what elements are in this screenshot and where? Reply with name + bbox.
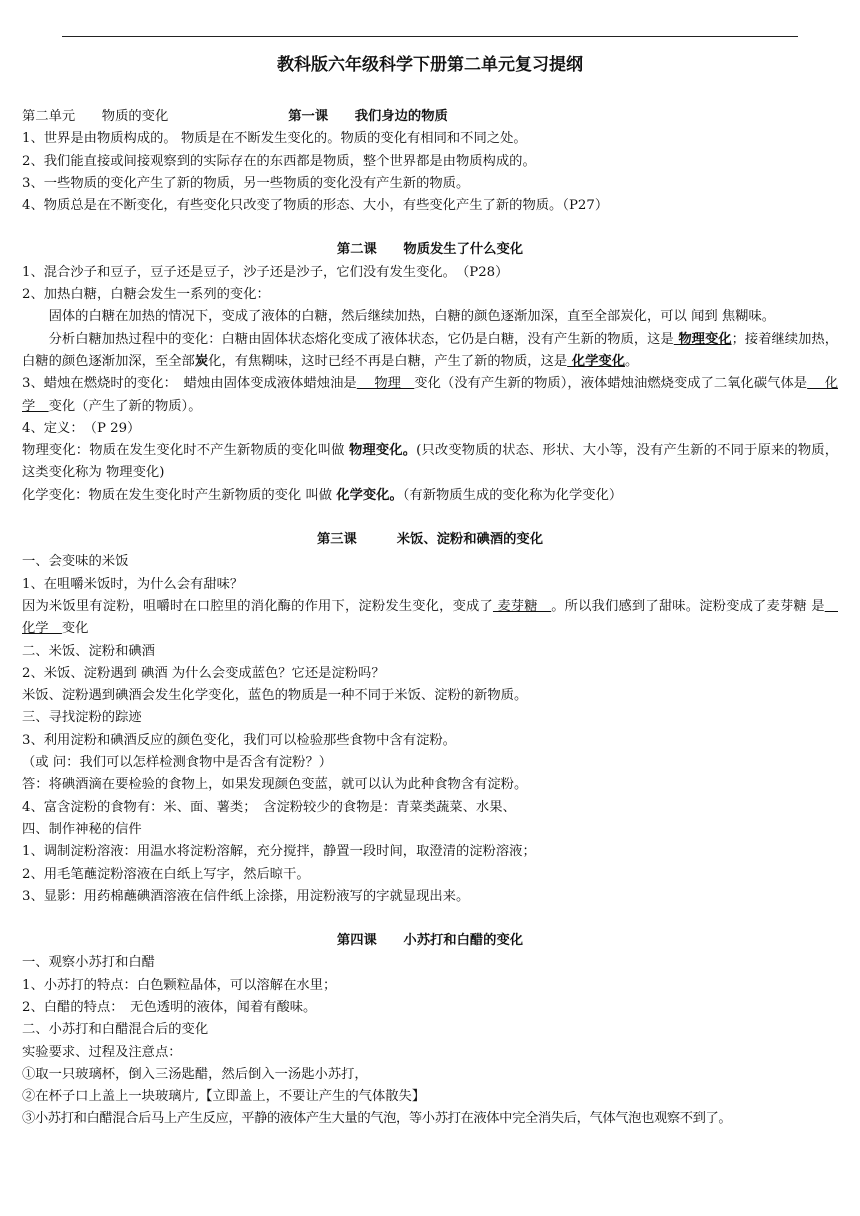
- document-body: [22, 106, 838, 1131]
- lesson4-heading: 第四课 小苏打和白醋的变化: [336, 933, 524, 949]
- lesson4-item-2: 2、白醋的特点： 无色透明的液体，闻着有酸味。: [22, 999, 317, 1015]
- maltose-answer: 麦芽糖: [492, 598, 552, 614]
- physical-change-answer: 物理变化: [673, 331, 732, 347]
- lesson3-section-1: 一、会变味的米饭: [22, 554, 129, 570]
- candle-chemical-answer: 化学: [22, 376, 838, 414]
- l3-text-e: 变化（产生了新的物质）。: [48, 398, 202, 414]
- lesson3-method-3: 3、显影：用药棉蘸碘酒溶液在信件纸上涂搽，用淀粉液写的字就显现出来。: [22, 888, 470, 904]
- d2-term: 化学变化。: [336, 487, 403, 503]
- p2-text-e: 化，有焦糊味，这时已经不再是白糖，产生了新的物质，这是: [208, 353, 568, 369]
- lesson3-method-1: 1、调制淀粉溶液：用温水将淀粉溶解，充分搅拌，静置一段时间，取澄清的淀粉溶液；: [22, 844, 536, 860]
- lesson3-method-2: 2、用毛笔蘸淀粉溶液在白纸上写字，然后晾干。: [22, 866, 310, 882]
- chemical-answer: 化学: [22, 598, 838, 637]
- d1-term: 物理变化。: [348, 443, 417, 459]
- p2-text-d: 炭: [194, 353, 209, 369]
- lesson4-step-1: ①取一只玻璃杯，倒入三汤匙醋，然后倒入一汤匙小苏打，: [22, 1066, 368, 1082]
- lesson1-heading: 第一课 我们身边的物质: [288, 109, 448, 124]
- lesson3-item-3: 3、利用淀粉和碘酒反应的颜色变化，我们可以检验那些食物中含有淀粉。: [22, 732, 456, 748]
- lesson4-section-2: 二、小苏打和白醋混合后的变化: [22, 1022, 209, 1038]
- lesson3-section-4: 四、制作神秘的信件: [22, 821, 142, 837]
- lesson1-item-1: 1、世界是由物质构成的。 物质是在不断发生变化的。物质的变化有相同和不同之处。: [22, 131, 527, 147]
- lesson2-item-3: [22, 373, 838, 418]
- d2-text-c: （有新物质生成的变化称为化学变化）: [402, 487, 623, 503]
- candle-physical-answer: 物理: [356, 376, 415, 392]
- l3-text-c: 变化（没有产生新的物质），液体蜡烛油燃烧变成了二氧化碳气体是: [414, 376, 808, 392]
- a1-text-a: 因为米饭里有淀粉，咀嚼时在口腔里的消化酶的作用下，淀粉发生变化，变成了: [22, 598, 493, 614]
- p2-text-a: 分析白糖加热过程中的变化：白糖由固体状态熔化变成了液体状态，它仍是白糖，没有产生新的物质，这是: [48, 331, 674, 347]
- lesson1-item-2: 2、我们能直接或间接观察到的实际存在的东西都是物质，整个世界都是由物质构成的。: [22, 153, 536, 169]
- a1-text-e: 变化: [61, 621, 89, 637]
- lesson2-paragraph-1: 固体的白糖在加热的情况下，变成了液体的白糖，然后继续加热，白糖的颜色逐渐加深，直至全部炭化，可以 闻到 焦糊味。: [48, 309, 776, 325]
- lesson3-section-3: 三、寻找淀粉的踪迹: [22, 710, 142, 726]
- lesson2-item-2: 2、加热白糖，白糖会发生一系列的变化：: [22, 287, 270, 303]
- l3-text-a: 3、蜡烛在燃烧时的变化： 蜡烛由固体变成液体蜡烛油是: [22, 376, 357, 392]
- lesson4-item-1: 1、小苏打的特点：白色颗粒晶体，可以溶解在水里；: [22, 977, 337, 993]
- chemical-change-definition: [22, 485, 838, 507]
- top-rule: [62, 36, 798, 37]
- lesson3-item-3-answer: 答：将碘酒滴在要检验的食物上，如果发现颜色变蓝，就可以认为此种食物含有淀粉。: [22, 777, 528, 793]
- d1-text-a: 物理变化：物质在发生变化时不产生新物质的变化叫做: [22, 443, 349, 459]
- unit-label: 第二单元 物质的变化: [22, 109, 169, 124]
- lesson2-heading: 第二课 物质发生了什么变化: [336, 242, 524, 258]
- lesson4-section-1: 一、观察小苏打和白醋: [22, 955, 155, 971]
- lesson2-item-4: 4、定义： （P 29）: [22, 420, 141, 436]
- lesson2-item-1: 1、混合沙子和豆子，豆子还是豆子，沙子还是沙子，它们没有发生变化。 （P28）: [22, 264, 509, 280]
- lesson1-item-3: 3、一些物质的变化产生了新的物质，另一些物质的变化没有产生新的物质。: [22, 175, 470, 191]
- d1-text-c: (只改变物质的状态、形状、大小等，没有产生新的不同于原来的物质，这类变化称为 物理变化): [22, 443, 839, 481]
- a1-text-c: 。所以我们感到了甜味。淀粉变成了麦芽糖 是: [551, 598, 825, 614]
- lesson3-answer-1: [22, 596, 838, 641]
- unit-header-line: [22, 106, 838, 128]
- physical-change-definition: [22, 440, 838, 485]
- lesson2-paragraph-2: [22, 329, 838, 374]
- lesson3-answer-2: 米饭、淀粉遇到碘酒会发生化学变化，蓝色的物质是一种不同于米饭、淀粉的新物质。: [22, 688, 528, 704]
- lesson3-item-4: 4、富含淀粉的食物有：米、面、薯类； 含淀粉较少的食物是：青菜类蔬菜、水果、: [22, 799, 516, 815]
- lesson3-question-2: 2、米饭、淀粉遇到 碘酒 为什么会变成蓝色？它还是淀粉吗？: [22, 665, 385, 681]
- lesson3-question-1: 1、在咀嚼米饭时，为什么会有甜味？: [22, 576, 244, 592]
- lesson1-item-4: 4、物质总是在不断变化，有些变化只改变了物质的形态、大小，有些变化产生了新的物质。（P27）: [22, 198, 609, 214]
- lesson4-step-2: ②在杯子口上盖上一块玻璃片,【立即盖上，不要让产生的气体散失】: [22, 1089, 426, 1105]
- p2-text-g: 。: [625, 353, 639, 369]
- lesson3-heading: 第三课 米饭、淀粉和碘酒的变化: [316, 532, 544, 548]
- lesson4-requirements: 实验要求、过程及注意点：: [22, 1044, 182, 1060]
- lesson4-step-3: ③小苏打和白醋混合后马上产生反应，平静的液体产生大量的气泡，等小苏打在液体中完全消失后，气体气泡也观察不到了。: [22, 1111, 732, 1127]
- page-title: 教科版六年级科学下册第二单元复习提纲: [277, 55, 583, 75]
- p2-text-c: ；接着继续加热，白糖的颜色逐渐加深，至全部: [22, 331, 838, 369]
- lesson3-section-2: 二、米饭、淀粉和碘酒: [22, 643, 155, 659]
- chemical-change-answer: 化学变化: [567, 353, 625, 369]
- d2-text-a: 化学变化：物质在发生变化时产生新物质的变化 叫做: [22, 487, 337, 503]
- lesson3-item-3-question: （或 问：我们可以怎样检测食物中是否含有淀粉？）: [22, 755, 333, 771]
